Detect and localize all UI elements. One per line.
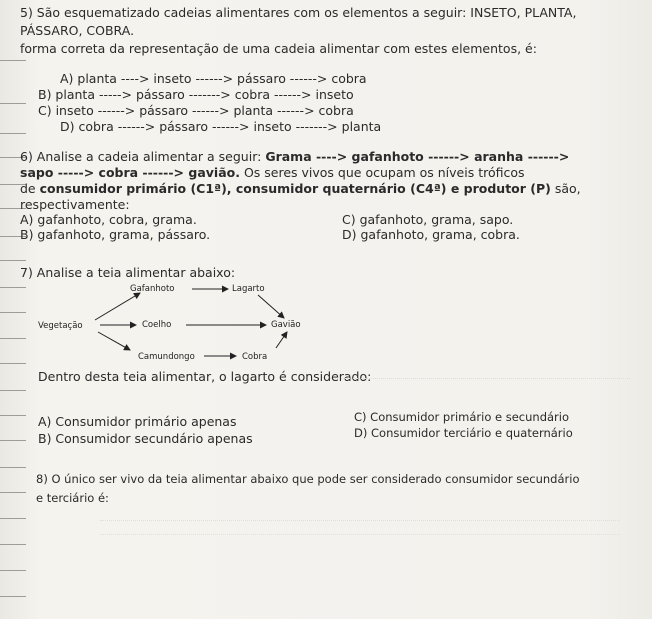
bleed-through — [330, 378, 630, 389]
q5-line3: forma correta da representação de uma cadeia alimentar com estes elementos, é: — [20, 41, 537, 56]
bleed-through — [100, 520, 620, 531]
q6-option-b[interactable]: B) gafanhoto, grama, pássaro. — [20, 227, 211, 242]
q6-line3-pre: de — [20, 181, 36, 196]
q7-title: 7) Analise a teia alimentar abaixo: — [20, 265, 236, 280]
q7-option-c[interactable]: C) Consumidor primário e secundário — [354, 410, 570, 424]
q7-option-a[interactable]: A) Consumidor primário apenas — [38, 414, 237, 429]
q5-option-a[interactable]: A) planta ----> inseto ------> pássaro ------> cobra — [60, 71, 367, 86]
q6-chain-part1: Grama ----> gafanhoto ------> aranha ------> — [265, 149, 570, 164]
q7-option-b[interactable]: B) Consumidor secundário apenas — [38, 431, 253, 446]
q5-line1: 5) São esquematizado cadeias alimentares com os elementos a seguir: INSETO, PLANTA, — [20, 5, 577, 20]
q6-option-c[interactable]: C) gafanhoto, grama, sapo. — [342, 212, 514, 227]
q5-option-c[interactable]: C) inseto ------> pássaro ------> planta ------> cobra — [38, 103, 354, 118]
node-cobra: Cobra — [242, 352, 268, 362]
q7-option-d[interactable]: D) Consumidor terciário e quaternário — [354, 426, 573, 440]
q6-option-a[interactable]: A) gafanhoto, cobra, grama. — [20, 212, 197, 227]
q6-line4: respectivamente: — [20, 197, 130, 212]
q8-line1: 8) O único ser vivo da teia alimentar abaixo que pode ser considerado consumidor secundário — [36, 472, 580, 486]
q8-line2: e terciário é: — [36, 491, 109, 505]
node-lagarto: Lagarto — [232, 284, 265, 294]
arrow-vegetacao-camundongo — [98, 332, 130, 350]
q6-line3-post: são, — [554, 181, 581, 196]
q6-option-d[interactable]: D) gafanhoto, grama, cobra. — [342, 227, 520, 242]
bleed-through — [100, 534, 620, 545]
arrow-cobra-gaviao — [276, 332, 287, 348]
arrow-lagarto-gaviao — [258, 295, 284, 318]
q6-chain-part2: sapo -----> cobra ------> gavião. — [20, 165, 240, 180]
node-vegetacao: Vegetação — [38, 321, 83, 331]
q5-option-b[interactable]: B) planta -----> pássaro -------> cobra ------> inseto — [38, 87, 354, 102]
q6-tail: Os seres vivos que ocupam os níveis tróficos — [243, 165, 525, 180]
node-gafanhoto: Gafanhoto — [130, 284, 175, 294]
node-coelho: Coelho — [142, 320, 172, 330]
node-gaviao: Gavião — [271, 320, 301, 330]
q5-option-d[interactable]: D) cobra ------> pássaro ------> inseto -------> planta — [60, 119, 382, 134]
q7-question: Dentro desta teia alimentar, o lagarto é considerado: — [38, 369, 372, 384]
q6-levels: consumidor primário (C1ª), consumidor quaternário (C4ª) e produtor (P) — [39, 181, 551, 196]
q5-line2: PÁSSARO, COBRA. — [20, 23, 135, 38]
arrow-vegetacao-gafanhoto — [95, 293, 140, 320]
q6-intro: 6) Analise a cadeia alimentar a seguir: — [20, 149, 262, 164]
node-camundongo: Camundongo — [138, 352, 195, 362]
